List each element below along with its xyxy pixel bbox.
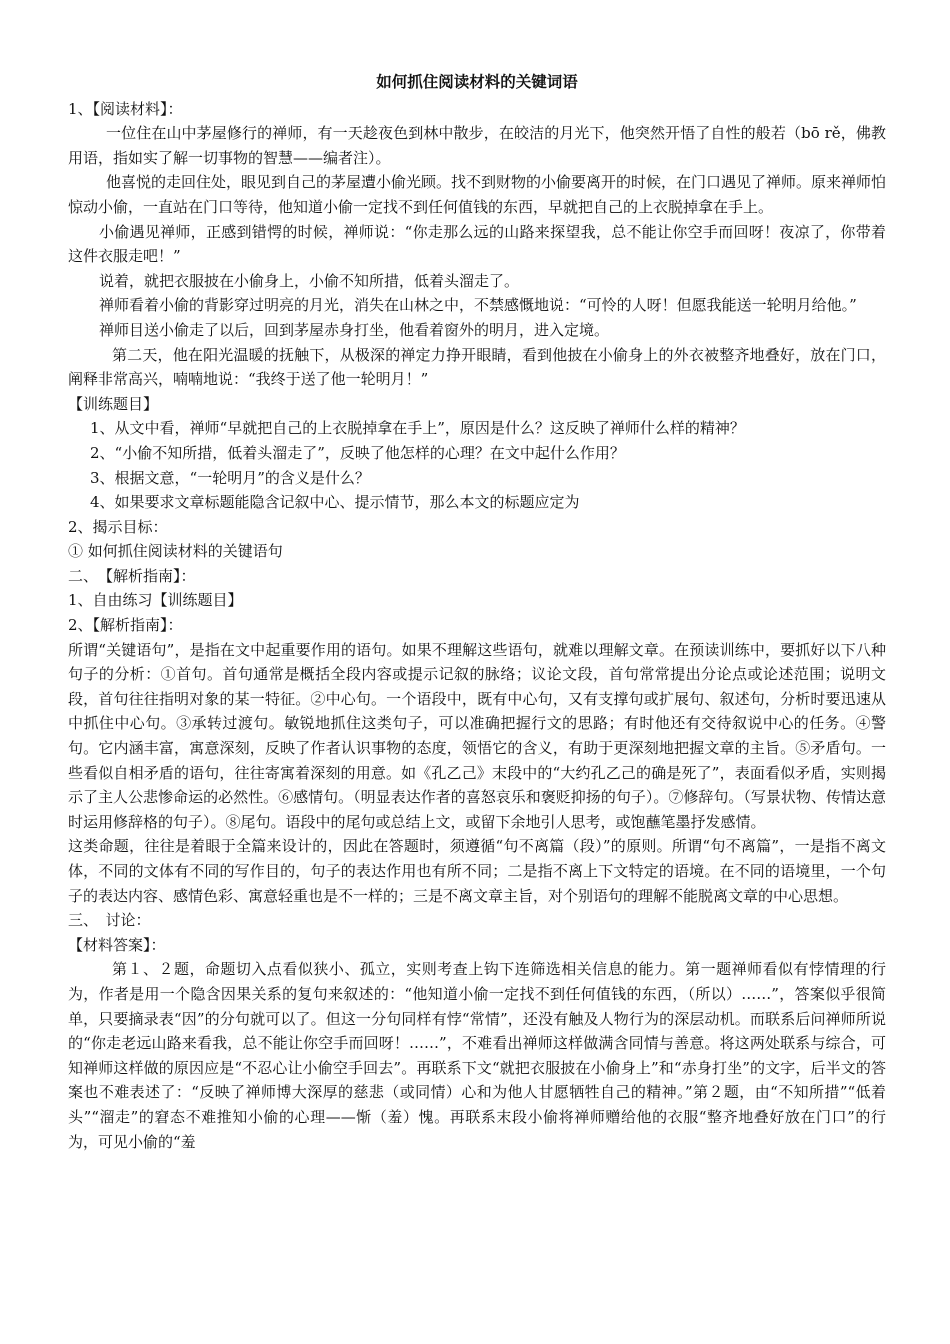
guide-paragraph-2: 这类命题，往往是着眼于全篇来设计的，因此在答题时，须遵循“句不离篇（段）”的原则。所谓“句不离篇”，一是指不离文体，不同的文体有不同的写作目的，句子的表达作用也有所不同；二是指不离上下文特定的语境。在不同的语境里，一个句子的表达内容、感情色彩、寓意轻重也是不一样的；三是不离文章主旨，对个别语句的理解不能脱离文章的中心思想。 [68,837,886,905]
story-paragraph-6: 禅师目送小偷走了以后，回到茅屋赤身打坐，他看着窗外的明月，进入定境。 [99,320,610,339]
section-er-heading: 二、 【解析指南】： [68,566,196,585]
story-paragraph-4: 说着，就把衣服披在小偷身上，小偷不知所措，低着头溜走了。 [99,271,520,290]
answer-heading: 【材料答案】： [68,935,166,954]
training-question-3: 3、根据文意，“一轮明月”的含义是什么？ [90,468,370,487]
story-paragraph-2: 他喜悦的走回住处，眼见到自己的茅屋遭小偷光顾。找不到财物的小偷要离开的时候，在门口遇见了禅师。原来禅师怕惊动小偷，一直站在门口等待，他知道小偷一定找不到任何值钱的东西，早就把自己的上衣脱掉拿在手上。 [68,173,887,216]
document-title: 如何抓住阅读材料的关键词语 [376,72,578,91]
section-san-heading: 三、 讨论： [68,911,151,930]
er-item-1: 1、自由练习【训练题目】 [68,591,243,610]
answer-paragraph-1: 第１、２题，命题切入点看似狭小、孤立，实则考查上钩下连筛选相关信息的能力。第一题禅师看似有悖情理的行为，作者是用一个隐含因果关系的复句来叙述的：“他知道小偷一定找不到任何值钱的东西，（所以）……”，答案似乎很简单，只要摘录表“因”的分句就可以了。但这一分句同样有悖“常情”，还没有触及人物行为的深层动机。而联系后问禅师所说的“你走老远山路来看我，总不能让你空手而回呀！……”，不难看出禅师这样做满含同情与善意。将这两处联系与综合，可知禅师这样做的原因应是“不忍心让小偷空手回去”。再联系下文“就把衣服披在小偷身上”和“赤身打坐”的文字，后半文的答案也不难表述了：“反映了禅师博大深厚的慈悲（或同情）心和为他人甘愿牺牲自己的精神。”第２题，由“不知所措”“低着头”“溜走”的窘态不难推知小偷的心理——惭（羞）愧。再联系末段小偷将禅师赠给他的衣服“整齐地叠好放在门口”的行为，可见小偷的“羞 [68,960,886,1151]
er-item-2: 2、【解析指南】： [68,616,183,635]
document-page [68,70,886,1154]
training-question-4: 4、如果要求文章标题能隐含记叙中心、提示情节，那么本文的标题应定为 [90,493,580,512]
story-paragraph-5: 禅师看着小偷的背影穿过明亮的月光，消失在山林之中，不禁感慨地说：“可怜的人呀！但愿我能送一轮明月给他。” [99,296,857,315]
story-paragraph-3: 小偷遇见禅师，正感到错愕的时候，禅师说：“你走那么远的山路来探望我，总不能让你空手而回呀！夜凉了，你带着这件衣服走吧！” [68,222,886,266]
training-question-2: 2、“小偷不知所措，低着头溜走了”，反映了他怎样的心理？在文中起什么作用？ [90,443,625,462]
section-1-heading: 1、【阅读材料】： [68,99,183,118]
section-2-heading: 2、揭示目标： [68,517,168,536]
goal-item-1: ① 如何抓住阅读材料的关键语句 [68,542,283,561]
guide-paragraph-1: 所谓“关键语句”，是指在文中起重要作用的语句。如果不理解这些语句，就难以理解文章。在预读训练中，要抓好以下八种句子的分析：①首句。首句通常是概括全段内容或提示记叙的脉络；议论文段，首句常常提出分论点或论述范围；说明文段，首句往往指明对象的某一特征。②中心句。一个语段中，既有中心句，又有支撑句或扩展句、叙述句，分析时要迅速从中抓住中心句。③承转过渡句。敏锐地抓住这类句子，可以准确把握行文的思路；有时他还有交待叙说中心的任务。④警句。它内涵丰富，寓意深刻，反映了作者认识事物的态度，领悟它的含义，有助于更深刻地把握文章的主旨。⑤矛盾句。一些看似自相矛盾的语句，往往寄寓着深刻的用意。如《孔乙己》末段中的“大约孔乙己的确是死了”，表面看似矛盾，实则揭示了主人公悲惨命运的必然性。⑥感情句。（明显表达作者的喜怒哀乐和褒贬抑扬的句子）。⑦修辞句。（写景状物、传情达意时运用修辞格的句子）。⑧尾句。语段中的尾句或总结上文，或留下余地引人思考，或饱蘸笔墨抒发感情。 [68,640,886,831]
story-paragraph-1: 一位住在山中茅屋修行的禅师，有一天趁夜色到林中散步，在皎洁的月光下，他突然开悟了自性的般若（bō rě，佛教用语，指如实了解一切事物的智慧——编者注）。 [68,124,886,167]
training-question-1: 1、从文中看，禅师“早就把自己的上衣脱掉拿在手上”，原因是什么？这反映了禅师什么样的精神？ [90,419,745,438]
story-paragraph-7: 第二天，他在阳光温暖的抚触下，从极深的禅定力挣开眼睛，看到他披在小偷身上的外衣被整齐地叠好，放在门口，阐释非常高兴，喃喃地说：“我终于送了他一轮明月！” [68,345,886,389]
training-heading: 【训练题目】 [68,394,159,413]
